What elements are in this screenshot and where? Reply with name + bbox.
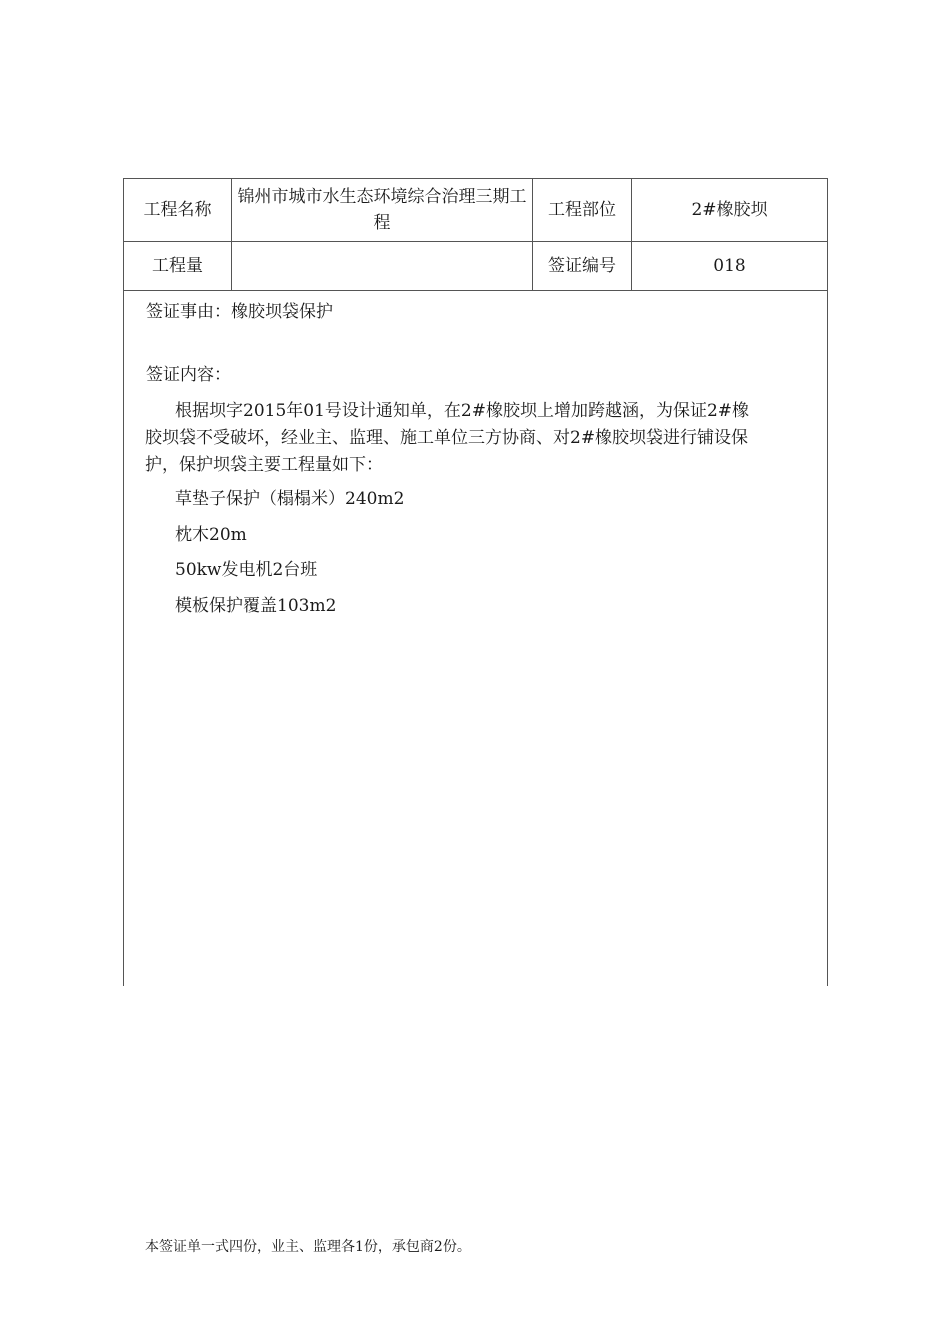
visa-number-value: 018 [713,256,746,276]
project-name-value: 锦州市城市水生态环境综合治理三期工程 [237,187,527,233]
visa-paragraph-line: 根据坝字2015年01号设计通知单，在2#橡胶坝上增加跨越涵，为保证2#橡 [175,401,750,421]
project-part-value: 2#橡胶坝 [691,200,768,220]
quantity-item: 枕木20m [175,525,247,545]
project-name-label: 工程名称 [143,200,212,220]
visa-form-table [123,178,828,986]
quantity-value [233,242,531,290]
visa-content-label: 签证内容： [146,365,231,385]
quantity-item: 50kw发电机2台班 [175,560,318,580]
quantity-item: 模板保护覆盖103m2 [175,596,337,616]
visa-number-label: 签证编号 [548,256,616,276]
project-part-label: 工程部位 [548,200,616,220]
row-divider-2 [123,290,828,291]
footer-note: 本签证单一式四份，业主、监理各1份，承包商2份。 [145,1239,471,1255]
visa-paragraph-line: 护，保护坝袋主要工程量如下： [145,455,383,475]
quantity-label: 工程量 [152,256,203,276]
table-right-border [827,178,828,986]
table-left-border [123,178,124,986]
visa-paragraph-line: 胶坝袋不受破坏，经业主、监理、施工单位三方协商、对2#橡胶坝袋进行铺设保 [145,428,749,448]
column-divider-1 [231,178,232,290]
visa-reason: 签证事由：橡胶坝袋保护 [146,302,333,322]
quantity-item: 草垫子保护（榻榻米）240m2 [175,489,405,509]
